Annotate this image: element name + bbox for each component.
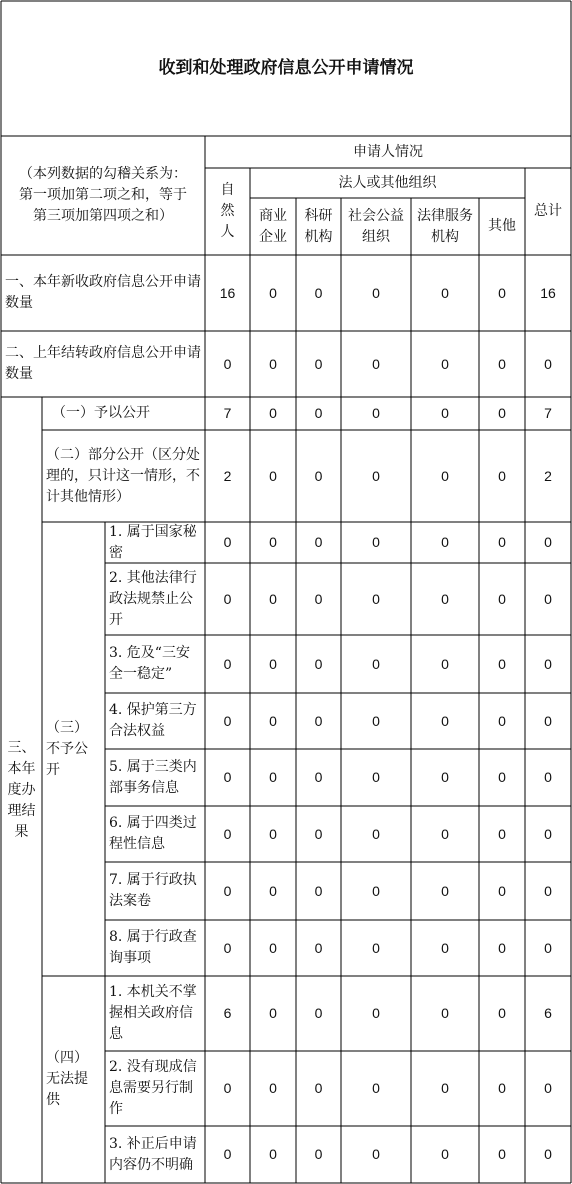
table-cell-value: 0 xyxy=(314,405,323,421)
row-label-enforcement-files: 7. 属于行政执法案卷 xyxy=(109,872,197,909)
table-cell-value: 0 xyxy=(223,939,232,956)
table-cell-value: 0 xyxy=(223,882,232,899)
table-cell-value: 0 xyxy=(498,655,506,672)
table-cell-value: 0 xyxy=(372,405,380,421)
table-cell-value: 0 xyxy=(498,534,506,550)
table-cell-value: 0 xyxy=(269,284,277,301)
table-cell-value: 0 xyxy=(441,655,449,672)
table-cell-value: 0 xyxy=(544,355,552,372)
table-cell-value: 0 xyxy=(498,1146,506,1162)
table-cell-value: 0 xyxy=(544,590,552,607)
table-cell-value: 0 xyxy=(441,712,449,729)
table-cell-value: 0 xyxy=(441,1005,449,1021)
table-cell-value: 0 xyxy=(372,939,380,956)
table-cell-value: 0 xyxy=(269,655,277,672)
table-cell-value: 0 xyxy=(544,534,552,550)
header-commercial: 商业企业 xyxy=(259,207,287,245)
header-public-welfare: 社会公益组织 xyxy=(348,207,404,245)
row-label-still-unclear: 3. 补正后申请内容仍不明确 xyxy=(109,1135,197,1173)
table-cell-value: 0 xyxy=(441,882,449,899)
table-cell-value: 0 xyxy=(441,355,449,372)
table-cell-value: 2 xyxy=(223,467,232,484)
table-cell-value: 0 xyxy=(269,1080,277,1096)
table-cell-value: 0 xyxy=(269,1005,277,1021)
table-cell-value: 0 xyxy=(269,1146,277,1162)
table-cell-value: 0 xyxy=(544,882,552,899)
table-cell-value: 0 xyxy=(223,1080,232,1096)
table-cell-value: 0 xyxy=(544,825,552,842)
table-cell-value: 0 xyxy=(498,825,506,842)
table-cell-value: 0 xyxy=(372,1005,380,1021)
table-cell-value: 0 xyxy=(269,355,277,372)
table-cell-value: 0 xyxy=(314,284,323,301)
table-cell-value: 0 xyxy=(223,1146,232,1162)
table-cell-value: 0 xyxy=(223,655,232,672)
row-label-security-stability: 3. 危及“三安全一稳定” xyxy=(109,645,190,682)
table-cell-value: 0 xyxy=(223,590,232,607)
table-cell-value: 0 xyxy=(441,825,449,842)
table-cell-value: 16 xyxy=(540,284,556,301)
table-cell-value: 16 xyxy=(219,284,236,301)
table-cell-value: 0 xyxy=(372,655,380,672)
row-label-new-applications: 一、本年新收政府信息公开申请数量 xyxy=(5,274,201,311)
table-cell-value: 0 xyxy=(498,1005,506,1021)
row-label-partially-disclosed: （二）部分公开（区分处理的，只计这一情形，不计其他情形） xyxy=(46,446,200,505)
table-cell-value: 0 xyxy=(441,769,449,785)
table-cell-value: 7 xyxy=(223,405,232,421)
table-cell-value: 0 xyxy=(269,712,277,729)
header-note: （本列数据的勾稽关系为：第一项加第二项之和，等于第三项加第四项之和） xyxy=(19,166,187,224)
table-cell-value: 0 xyxy=(441,590,449,607)
table-cell-value: 0 xyxy=(498,590,506,607)
table-cell-value: 0 xyxy=(372,769,380,785)
row-label-third-party: 4. 保护第三方合法权益 xyxy=(109,702,197,739)
table-cell-value: 6 xyxy=(223,1005,232,1021)
table-cell-value: 0 xyxy=(441,534,449,550)
table-cell-value: 0 xyxy=(223,712,232,729)
table-cell-value: 0 xyxy=(498,1080,506,1096)
table-cell-value: 0 xyxy=(441,1080,449,1096)
header-total: 总计 xyxy=(534,203,562,219)
table-cell-value: 0 xyxy=(269,825,277,842)
header-natural-person: 自然人 xyxy=(220,182,235,240)
table-cell-value: 0 xyxy=(372,467,380,484)
table-cell-value: 0 xyxy=(441,1146,449,1162)
row-label-query-items: 8. 属于行政查询事项 xyxy=(109,929,197,966)
row-label-law-prohibited: 2. 其他法律行政法规禁止公开 xyxy=(109,569,197,628)
table-cell-value: 0 xyxy=(314,655,323,672)
header-applicant: 申请人情况 xyxy=(353,143,423,160)
table-cell-value: 0 xyxy=(314,1005,323,1021)
header-other: 其他 xyxy=(488,218,516,234)
header-research: 科研机构 xyxy=(304,207,333,245)
table-cell-value: 0 xyxy=(314,939,323,956)
table-cell-value: 7 xyxy=(544,405,552,421)
table-cell-value: 0 xyxy=(441,284,449,301)
table-cell-value: 0 xyxy=(314,590,323,607)
table-cell-value: 0 xyxy=(223,534,232,550)
row-label-carried-over: 二、上年结转政府信息公开申请数量 xyxy=(5,345,201,382)
table-cell-value: 0 xyxy=(498,712,506,729)
table-cell-value: 0 xyxy=(544,712,552,729)
table-cell-value: 0 xyxy=(223,769,232,785)
table-cell-value: 0 xyxy=(441,467,449,484)
table-cell-value: 0 xyxy=(544,1146,552,1162)
table-cell-value: 0 xyxy=(314,467,323,484)
table-cell-value: 0 xyxy=(223,825,232,842)
table-cell-value: 0 xyxy=(314,769,323,785)
row-label-disclosed: （一）予以公开 xyxy=(52,405,150,421)
row-label-process-info: 6. 属于四类过程性信息 xyxy=(109,815,197,852)
table-cell-value: 0 xyxy=(498,769,506,785)
row-label-need-creation: 2. 没有现成信息需要另行制作 xyxy=(109,1059,197,1117)
table-cell-value: 0 xyxy=(314,534,323,550)
table-cell-value: 0 xyxy=(372,590,380,607)
row-label-state-secret: 1. 属于国家秘密 xyxy=(109,523,197,561)
table-cell-value: 0 xyxy=(372,1146,380,1162)
table-cell-value: 0 xyxy=(372,825,380,842)
table-cell-value: 0 xyxy=(441,939,449,956)
group-label-section3: 三、本年度办理结果 xyxy=(7,739,36,840)
row-label-not-held: 1. 本机关不掌握相关政府信息 xyxy=(109,984,197,1042)
table-cell-value: 0 xyxy=(269,467,277,484)
table-cell-value: 0 xyxy=(269,590,277,607)
table-cell-value: 2 xyxy=(544,467,552,484)
table-cell-value: 0 xyxy=(498,882,506,899)
table-cell-value: 0 xyxy=(498,284,506,301)
table-cell-value: 0 xyxy=(372,1080,380,1096)
table-cell-value: 0 xyxy=(314,355,323,372)
table-cell-value: 0 xyxy=(269,769,277,785)
table-cell-value: 0 xyxy=(498,467,506,484)
table-cell-value: 0 xyxy=(498,355,506,372)
header-legal-group: 法人或其他组织 xyxy=(338,174,437,191)
table-cell-value: 0 xyxy=(223,355,232,372)
table-cell-value: 0 xyxy=(372,355,380,372)
table-cell-value: 0 xyxy=(269,882,277,899)
header-legal-service: 法律服务机构 xyxy=(417,207,473,245)
table-cell-value: 0 xyxy=(544,939,552,956)
table-cell-value: 0 xyxy=(314,712,323,729)
table-cell-value: 0 xyxy=(314,1146,323,1162)
table-cell-value: 0 xyxy=(314,825,323,842)
table-cell-value: 6 xyxy=(544,1005,552,1021)
table-cell-value: 0 xyxy=(441,405,449,421)
table-cell-value: 0 xyxy=(498,939,506,956)
table-cell-value: 0 xyxy=(269,939,277,956)
table-cell-value: 0 xyxy=(544,769,552,785)
row-label-internal-affairs: 5. 属于三类内部事务信息 xyxy=(109,758,197,796)
group-label-cannot-provide: （四）无法提供 xyxy=(46,1050,88,1108)
table-cell-value: 0 xyxy=(372,712,380,729)
group-label-not-open: （三）不予公开 xyxy=(46,719,88,778)
table-cell-value: 0 xyxy=(269,534,277,550)
table-cell-value: 0 xyxy=(498,405,506,421)
page-title: 收到和处理政府信息公开申请情况 xyxy=(158,58,414,78)
table-cell-value: 0 xyxy=(372,882,380,899)
table-cell-value: 0 xyxy=(544,655,552,672)
table-cell-value: 0 xyxy=(372,284,380,301)
table-cell-value: 0 xyxy=(314,882,323,899)
table-cell-value: 0 xyxy=(372,534,380,550)
table-cell-value: 0 xyxy=(269,405,277,421)
table-cell-value: 0 xyxy=(544,1080,552,1096)
table-cell-value: 0 xyxy=(314,1080,323,1096)
